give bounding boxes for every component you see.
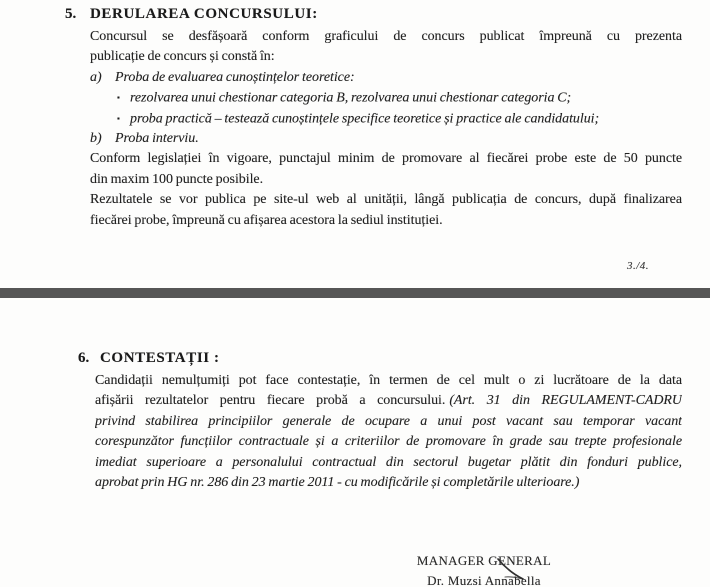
paragraph-normal-fragment: afișării rezultatelor pentru fiecare probă a concursului.: [95, 393, 446, 409]
bullet-item-text: rezolvarea unui chestionar categoria B, rezolvarea unui chestionar categoria C;: [130, 90, 572, 106]
section-6-body: [95, 371, 682, 493]
paragraph-line: Concursul se desfășoară conform graficului de concurs publicat împreună cu prezenta: [90, 29, 682, 44]
list-item-a: [90, 68, 682, 88]
paragraph-line: fiecărei probe, împreună cu afișarea acestora la sediul instituției.: [90, 212, 443, 228]
page-number: 3./4.: [627, 260, 650, 272]
list-item-b-text: Proba interviu.: [115, 130, 199, 146]
section-6-number: 6.: [78, 350, 90, 366]
square-bullet-icon: ▪: [117, 93, 120, 103]
paragraph-line: Conform legislației în vigoare, punctajul minim de promovare al fiecărei probe este de 50 puncte: [90, 151, 682, 167]
section-5-title: DERULAREA CONCURSULUI:: [90, 6, 318, 22]
list-item-b: [90, 129, 682, 149]
section-5-body: [90, 27, 682, 231]
paragraph-line: imediat superioare a personalului contractual din sectorul bugetar plătit din fonduri publice,: [95, 454, 682, 470]
section-6-title: CONTESTAȚII :: [100, 350, 220, 366]
bullet-item-text: proba practică – testează cunoștințele specifice teoretice și practice ale candidatului;: [130, 111, 600, 127]
signature-name: Dr. Muzsi Annabella: [427, 572, 541, 587]
paragraph-line: privind stabilirea principiilor generale de ocupare a unui post vacant sau temporar vacant: [95, 413, 682, 429]
list-item-a-text: Proba de evaluarea cunoștințelor teoretice:: [115, 69, 355, 85]
section-6-heading: [78, 350, 220, 367]
bullet-item: [90, 88, 682, 108]
list-item-b-label: b): [90, 130, 102, 146]
paragraph-line: din maxim 100 puncte posibile.: [90, 171, 264, 187]
paragraph-line: Rezultatele se vor publica pe site-ul web al unității, lângă publicația de concurs, după finalizarea: [90, 192, 682, 208]
signature-block: [405, 551, 563, 587]
signature-title: MANAGER GENERAL: [416, 553, 552, 568]
section-5-number: 5.: [65, 6, 77, 22]
paragraph-line: aprobat prin HG nr. 286 din 23 martie 2011 - cu modificările și completările ulterioare.): [95, 474, 580, 490]
paragraph-line-mixed: [95, 391, 682, 411]
paragraph-italic-fragment: (Art. 31 din REGULAMENT-CADRU: [449, 393, 682, 409]
square-bullet-icon: ▪: [117, 113, 120, 123]
bullet-item: [90, 109, 682, 129]
section-5-heading: [65, 6, 318, 23]
paragraph-line: publicație de concurs și constă în:: [90, 49, 275, 65]
list-item-a-label: a): [90, 69, 102, 85]
paragraph-line: corespunzător funcțiilor contractuale și a criteriilor de promovare în grade sau trepte profesionale: [95, 434, 682, 450]
page-break-bar: [0, 288, 710, 298]
paragraph-line: Candidații nemulțumiți pot face contestație, în termen de cel mult o zi lucrătoare de la data: [95, 373, 682, 388]
